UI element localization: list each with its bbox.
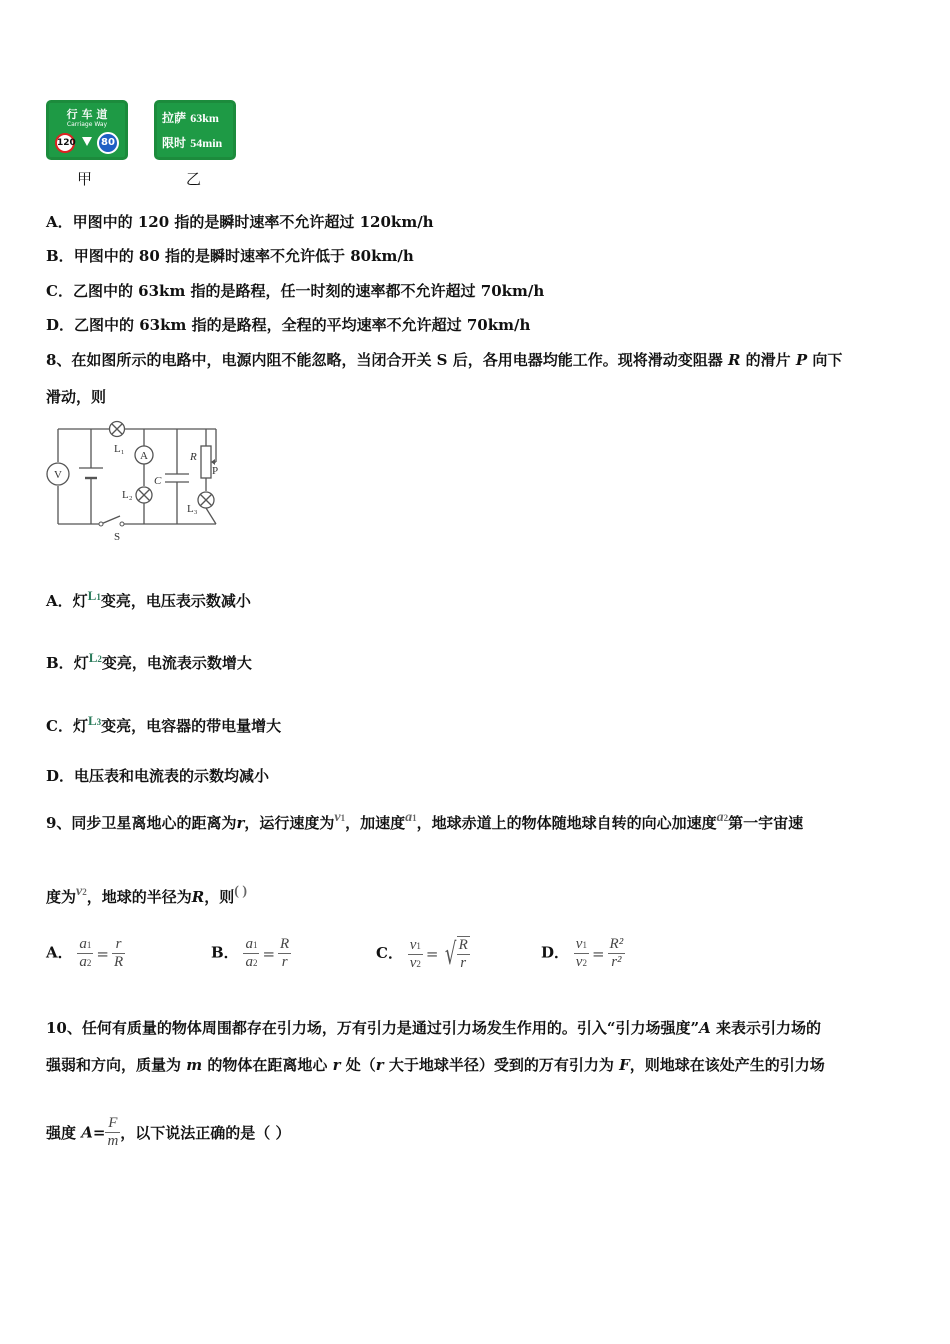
sqrt-symbol: √	[445, 936, 457, 972]
ammeter-label: A	[140, 450, 148, 462]
sign-jia-title: 行 车 道	[66, 108, 108, 121]
q8-option-a: A．灯L1变亮，电压表示数减小	[46, 588, 251, 610]
q10-stem-line3: 强度 A= $\frac{F}{m}$ ，以下说法正确的是（ ）	[46, 1115, 291, 1149]
q10-stem-line2: 强弱和方向，质量为 m 的物体在距离地心 r 处（r 大于地球半径）受到的万有引力为 F，则地球在该处产生的引力场	[46, 1056, 825, 1074]
q9-option-a: A． $\frac{a1}{a2}$ = $\frac{r}{R}$	[46, 936, 124, 970]
q8-option-b: B．灯L2变亮，电流表示数增大	[46, 650, 252, 672]
q7-option-c: C．乙图中的 63km 指的是路程，任一时刻的速率都不允许超过 70km/h	[46, 282, 545, 300]
q9-stem-line2: 度为v2，地球的半径为R，则( )	[46, 884, 248, 906]
sign-yi-distance: 63km	[190, 111, 219, 125]
sign-jia	[46, 100, 128, 160]
arrow-down-icon	[82, 137, 92, 146]
q8-option-c: C．灯L3变亮，电容器的带电量增大	[46, 713, 282, 735]
q8-option-d: D．电压表和电流表的示数均减小	[46, 767, 270, 785]
capacitor-label: C	[154, 475, 162, 487]
q7-option-a: A．甲图中的 120 指的是瞬时速率不允许超过 120km/h	[46, 213, 434, 231]
q9-option-d: D． $\frac{v1}{v2}$ = $\frac{\text{R²}}{\text{r²}}$	[541, 936, 624, 970]
sign-yi-limit-label: 限时	[162, 136, 187, 150]
caption-jia: 甲	[77, 170, 93, 188]
speed-limit-min-value: 80	[101, 137, 115, 148]
q8-stem-line2: 滑动，则	[46, 388, 107, 406]
q8-stem-line1: 8、在如图所示的电路中，电源内阻不能忽略，当闭合开关 S 后，各用电器均能工作。现将滑动变阻器 R 的滑片 P 向下	[46, 351, 843, 369]
slider-label: P	[212, 465, 219, 477]
sign-yi-limit-time: 54min	[190, 136, 223, 150]
q9-option-b: B． $\frac{a1}{a2}$ = $\frac{R}{r}$	[211, 936, 290, 970]
caption-yi: 乙	[186, 170, 202, 188]
q9-stem-line1: 9、同步卫星离地心的距离为r，运行速度为v1，加速度a1，地球赤道上的物体随地球自转的向心加速度a2第一宇宙速	[46, 810, 804, 832]
circuit-diagram	[44, 416, 224, 544]
sign-yi-place: 拉萨	[162, 111, 187, 125]
q9-option-c: C． $\frac{v1}{v2}$ = √ $\frac{R}{r}$	[376, 936, 468, 972]
speed-limit-max-value: 120	[57, 138, 76, 148]
lamp-l2-label: L₂	[122, 489, 133, 501]
sign-jia-subtitle: Carriage Way	[66, 121, 108, 128]
switch-label: S	[114, 531, 121, 543]
q10-stem-line1: 10、任何有质量的物体周围都存在引力场，万有引力是通过引力场发生作用的。引入“引力场强度”A 来表示引力场的	[46, 1019, 822, 1037]
q7-option-b: B．甲图中的 80 指的是瞬时速率不允许低于 80km/h	[46, 247, 414, 265]
lamp-l1-label: L₁	[114, 443, 125, 455]
voltmeter-label: V	[54, 469, 62, 481]
speed-limit-max	[55, 133, 75, 153]
speed-limit-min	[97, 132, 119, 154]
lamp-l3-label: L₃	[187, 503, 198, 515]
rheostat-label: R	[190, 451, 197, 463]
sign-yi	[154, 100, 236, 160]
q7-option-d: D．乙图中的 63km 指的是路程，全程的平均速率不允许超过 70km/h	[46, 316, 531, 334]
